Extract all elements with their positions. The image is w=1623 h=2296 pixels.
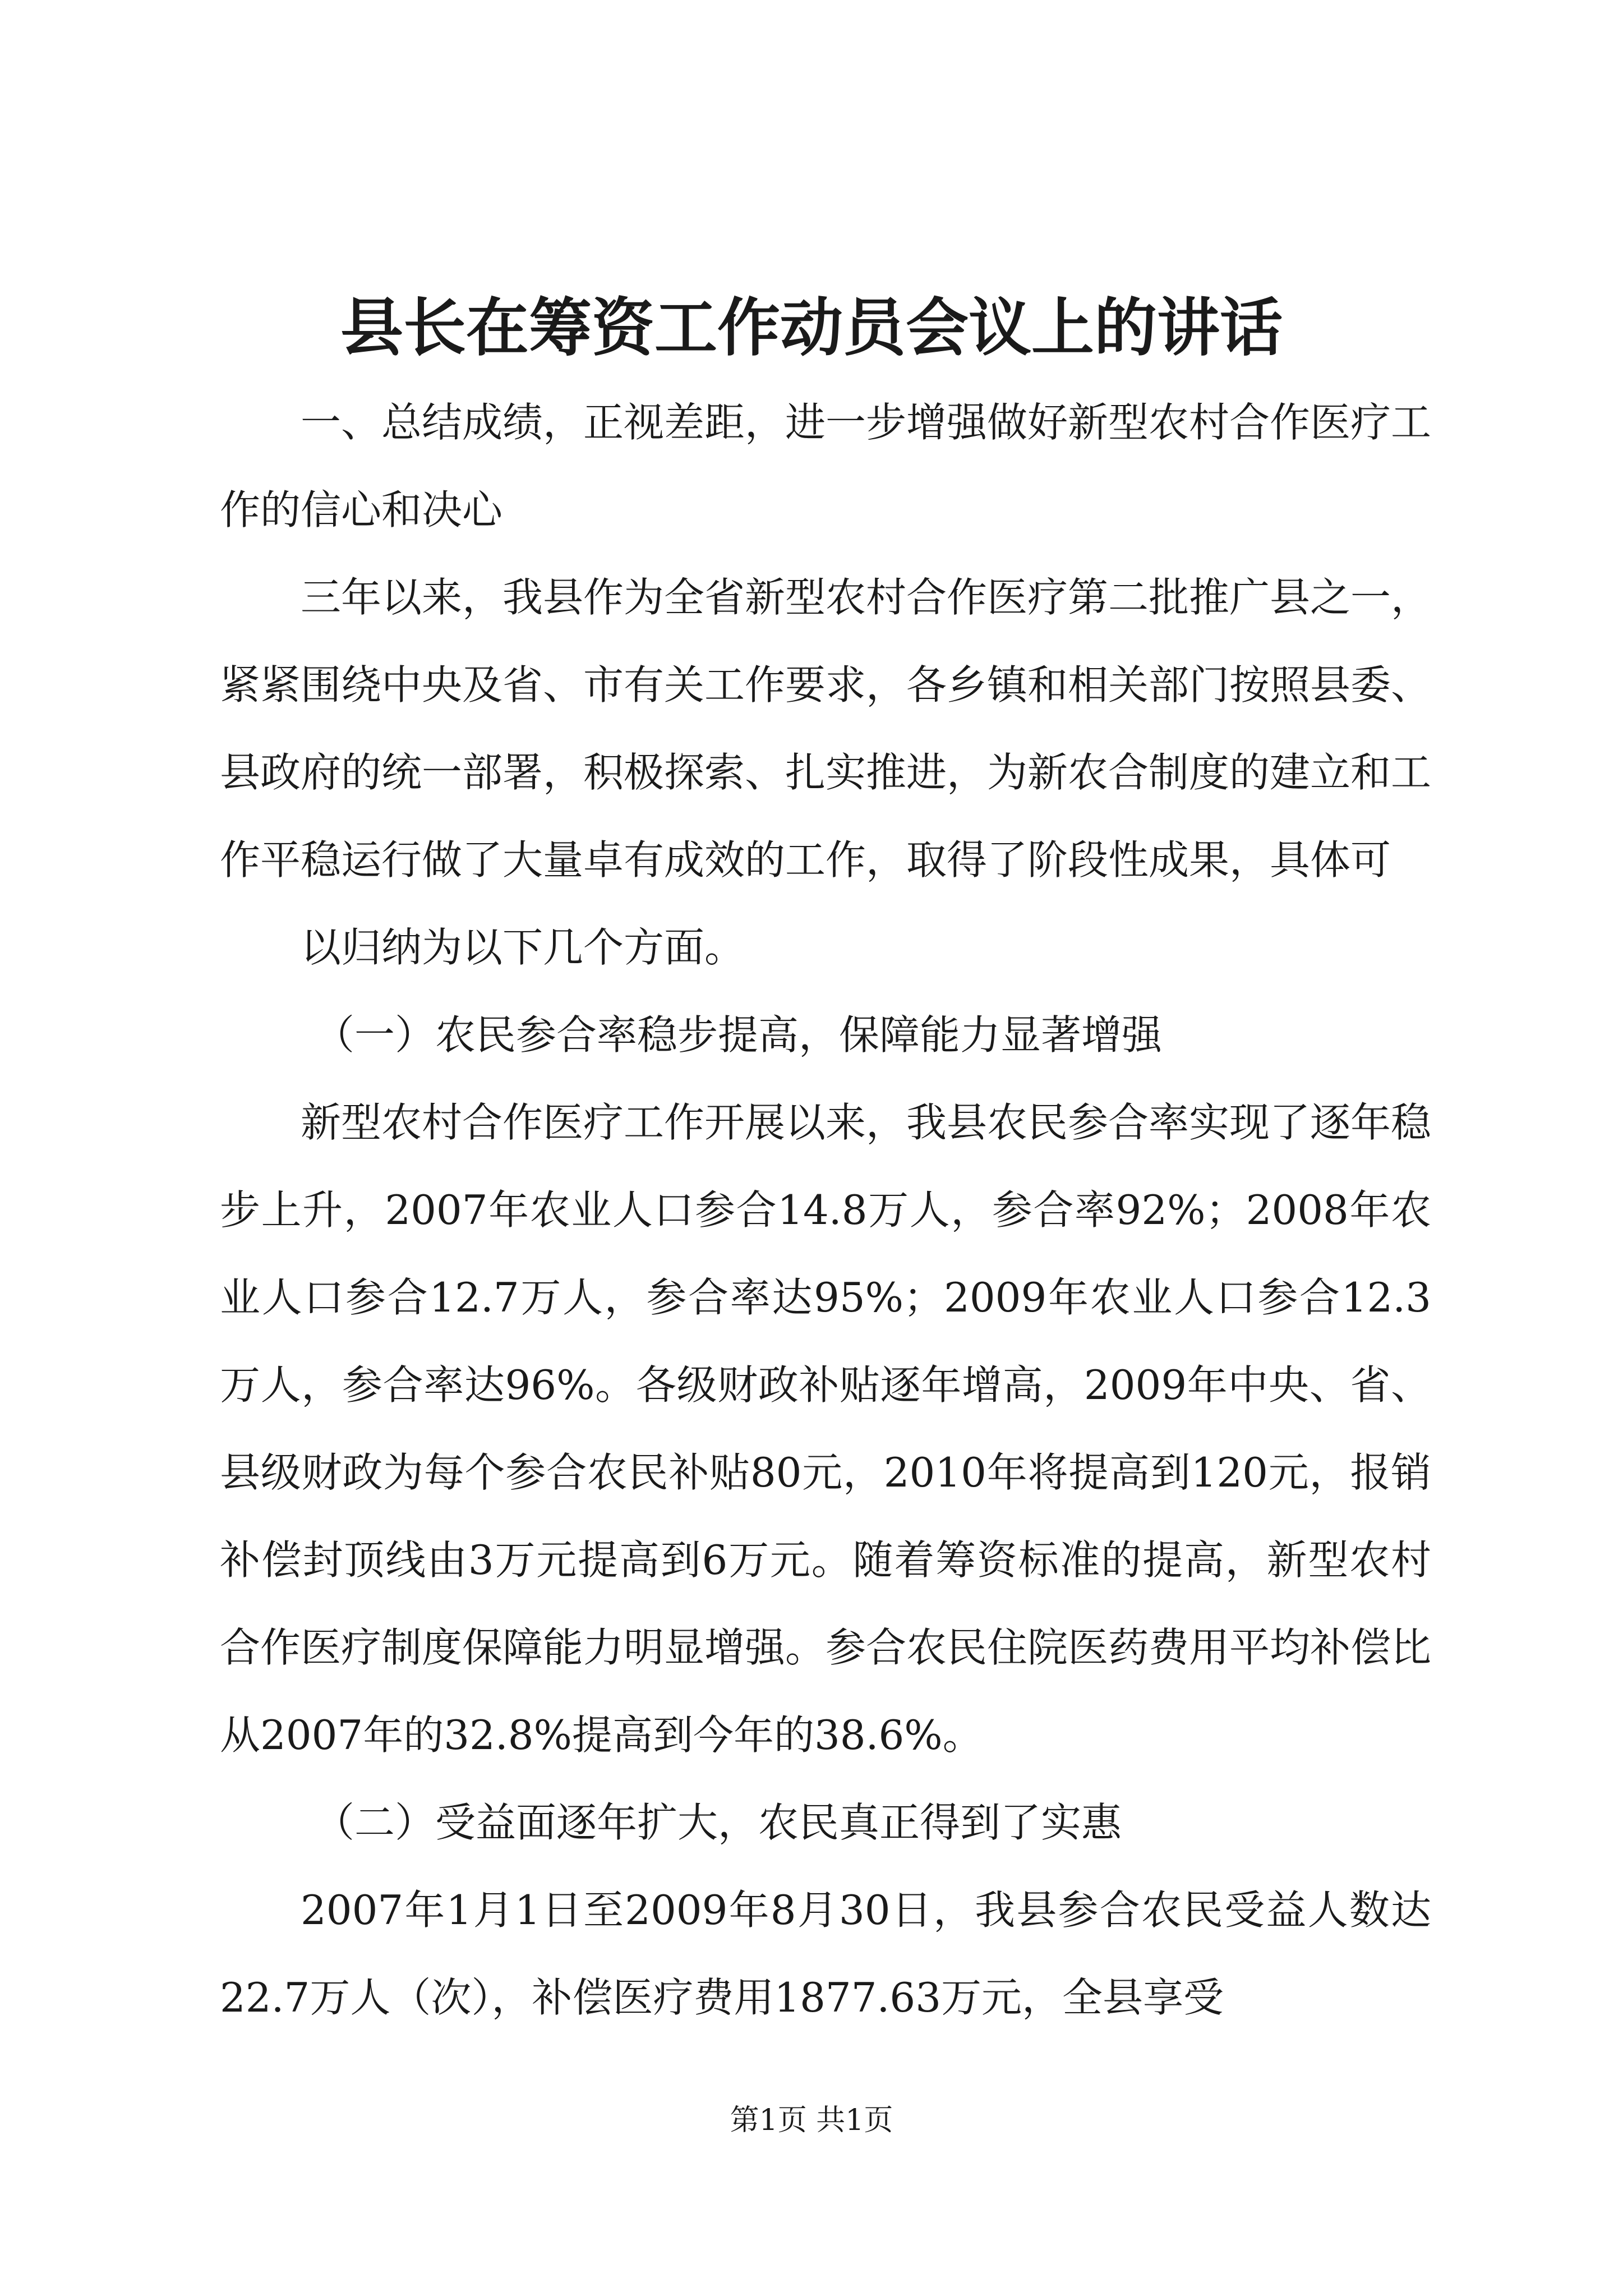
paragraph-subheading-1: （一）农民参合率稳步提高，保障能力显著增强 — [314, 1011, 1163, 1059]
page-number-footer: 第1页 共1页 — [730, 2104, 893, 2137]
document-title: 县长在筹资工作动员会议上的讲话 — [340, 291, 1283, 365]
paragraph-beneficiaries: 2007年1月1日至2009年8月30日，我县参合农民受益人数达22.7万人（次），补偿医疗费用1877.63万元，全县享受 — [220, 1887, 1431, 2021]
paragraph-subheading-2: （二）受益面逐年扩大，农民真正得到了实惠 — [314, 1799, 1122, 1846]
paragraph-intro-continued: 以归纳为以下几个方面。 — [301, 924, 745, 971]
paragraph-participation: 新型农村合作医疗工作开展以来，我县农民参合率实现了逐年稳步上升，2007年农业人口参合14.8万人，参合率92%；2008年农业人口参合12.7万人，参合率达95%；2009年农业人口参合12.3万人，参合率达96%。各级财政补贴逐年增高，2009年中央、省、县级财政为每个参合农民补贴80元，2010年将提高到120元，报销补偿封顶线由3万元提高到6万元。随着筹资标准的提高，新型农村合作医疗制度保障能力明显增强。参合农民住院医药费用平均补偿比从2007年的32.8%提高到今年的38.6%。 — [220, 1099, 1432, 1759]
document-body — [220, 379, 1431, 2041]
paragraph-intro: 三年以来，我县作为全省新型农村合作医疗第二批推广县之一，紧紧围绕中央及省、市有关工作要求，各乡镇和相关部门按照县委、县政府的统一部署，积极探索、扎实推进，为新农合制度的建立和工作平稳运行做了大量卓有成效的工作，取得了阶段性成果，具体可 — [220, 574, 1432, 884]
paragraph-section-heading: 一、总结成绩，正视差距，进一步增强做好新型农村合作医疗工作的信心和决心 — [220, 399, 1432, 533]
